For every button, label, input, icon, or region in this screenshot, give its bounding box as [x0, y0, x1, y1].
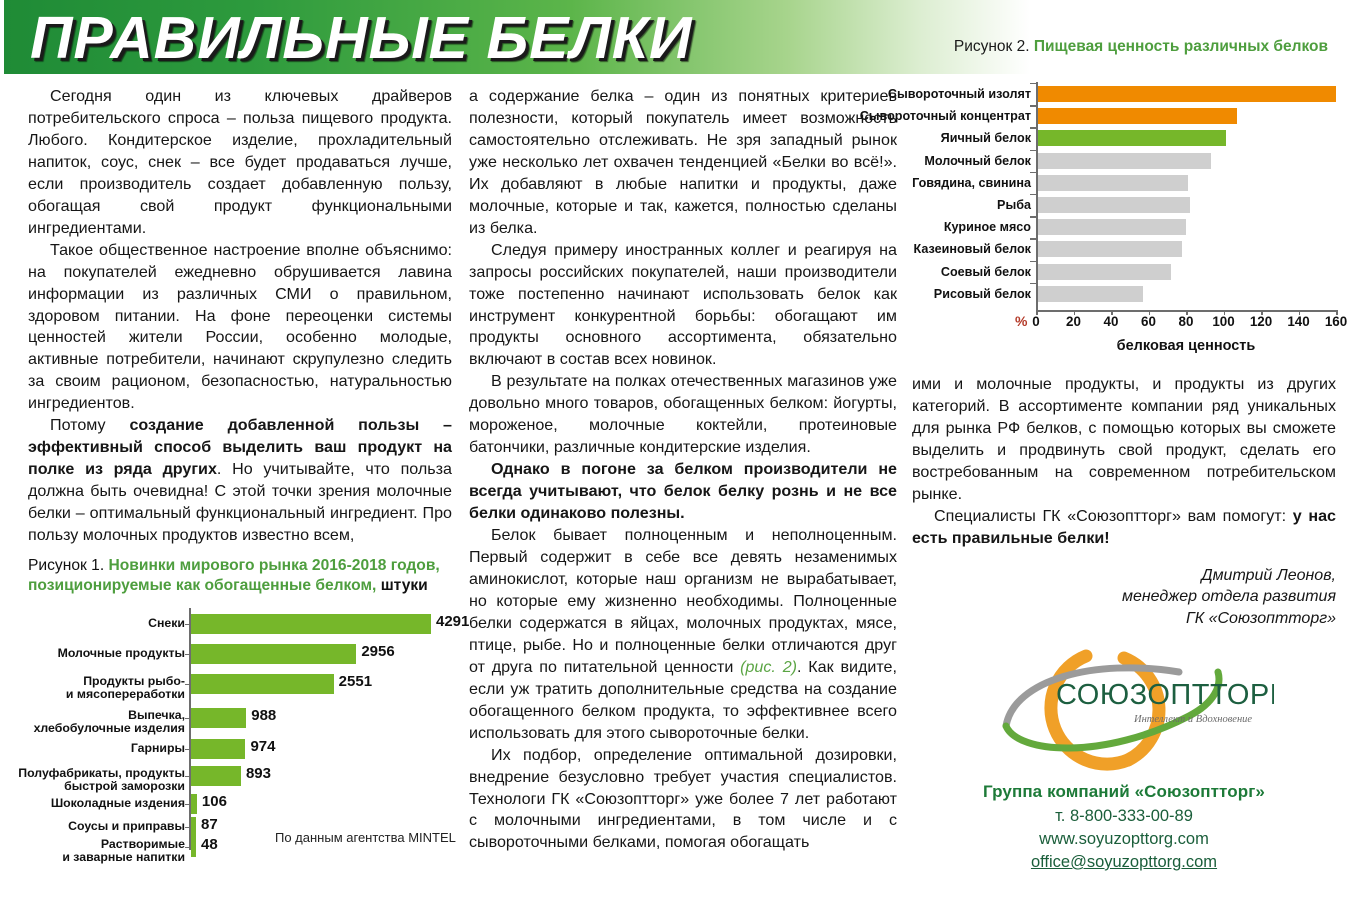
figure2-bar-row [859, 108, 1237, 124]
paragraph-part-a: Белок бывает полноценным и неполноценным. Первый содержит в себе все девять незаменимых аминокислот, которые наш организм не вырабатывает, но которые ему жизненно необходимы. Полноценные белки содержатся в яйцах, молочных продуктах, мясе, птице, рыбе. Но и полноценные белки отличаются друг от друга по питательной ценности [469, 526, 897, 676]
figure1-bar-row [50, 792, 227, 814]
figure1-bar-row [18, 764, 271, 793]
figure1-category-label: Шоколадные издения [50, 795, 185, 810]
figure1-category-label: Выпечка, хлебобулочные изделия [33, 707, 185, 735]
figure1-source: По данным агентства MINTEL [275, 829, 456, 845]
paragraph-lead: Специалисты ГК «Союзоптторг» вам помогут: [934, 506, 1293, 525]
figure2-axis-tick [1030, 194, 1037, 196]
figure1-bar-value: 893 [245, 764, 271, 782]
figure2-axis-tick [1030, 283, 1037, 285]
figure2-category-label: Куриное мясо [943, 220, 1031, 235]
figure2-category-label: Казеиновый белок [913, 242, 1031, 257]
figure2-bar [1038, 219, 1186, 235]
figure1-bar [191, 794, 197, 814]
figure1-category-label: Гарниры [130, 740, 185, 755]
figure1-bar-value: 106 [201, 792, 227, 810]
paragraph: Сегодня один из ключевых драйверов потребительского спроса – польза пищевого продукта. Любого. Кондитерское изделие, прохладительный напиток, соус, снек – все будет продаваться лучше, если производитель создает добавленную пользу, обогащая свой продукт функциональными ингредиентами. [28, 87, 452, 237]
logo-tagline: Интеллект и Вдохновение [1134, 714, 1253, 725]
figure2-category-label: Сывороточный концентрат [859, 109, 1031, 124]
figure1-caption [28, 556, 462, 596]
figure1-bar [191, 817, 196, 837]
figure2-x-tick-label: 0 [1032, 314, 1040, 329]
author-name: Дмитрий Леонов, [1201, 567, 1336, 584]
figure2-bar [1038, 153, 1211, 169]
contact-website[interactable]: www.soyuzopttorg.com [1039, 830, 1209, 848]
figure2-bar [1038, 264, 1171, 280]
figure2-axis-tick [1030, 127, 1037, 129]
figure1-category-label: Растворимые и заварные напитки [62, 836, 185, 864]
figure1-category-label: Молочные продукты [57, 645, 185, 660]
paragraph-part-b: . Как видите, если уж тратить дополнительные средства на создание обогащенного белком продукта, то эффективнее всего использовать для этого сывороточные белки. [469, 657, 897, 742]
figure2-x-tick-label: 100 [1212, 314, 1235, 329]
figure2-plot [859, 82, 1348, 360]
paragraph: Их подбор, определение оптимальной дозировки, внедрение безусловно требует участия специалистов. Технологи ГК «Союзоптторг» уже более 7 лет работают с молочными ингредиентами, в том числе и с сывороточными белками, помогая обогащать [469, 745, 897, 852]
figure2-category-label: Рисовый белок [933, 286, 1031, 301]
figure2-axis-tick [1030, 150, 1037, 152]
figure2-x-tick-label: 20 [1066, 314, 1081, 329]
figure2-bar [1038, 175, 1188, 191]
paragraph-bold [469, 459, 897, 525]
figure2-x-tick-label: 140 [1287, 314, 1310, 329]
figure1-bar-value: 2551 [338, 672, 373, 690]
figure2-bar-row [943, 219, 1186, 235]
figure1-bar-row [62, 835, 218, 864]
figure2-bar-row [913, 241, 1182, 257]
article-column-1 [28, 86, 452, 547]
company-block [912, 642, 1336, 872]
paragraph-closing [912, 506, 1336, 550]
article-column-3 [912, 374, 1336, 550]
figure1-bar [191, 644, 356, 664]
figure1-bar-row [68, 815, 218, 837]
figure2-bar-row [887, 86, 1336, 102]
figure1-caption-unit: штуки [380, 576, 428, 594]
contact-email[interactable]: office@soyuzopttorg.com [1030, 853, 1218, 871]
paragraph: Следуя примеру иностранных коллег и реагируя на запросы российских покупателей, наши производители тоже постепенно начинают использовать белок как инструмент конкурентной борьбы: обогащают им продукты основного ассортимента, обязательно включают в состав всех новинок. [469, 240, 897, 369]
figure2-axis-tick [1030, 105, 1037, 107]
contact-company: Группа компаний «Союзоптторг» [983, 782, 1265, 801]
figure1-bar [191, 708, 246, 728]
figure2-caption-title: Пищевая ценность различных белков [1033, 38, 1328, 55]
figure2-bar-row [940, 264, 1171, 280]
figure1-bar-value: 2956 [361, 642, 395, 660]
soyuzopttorg-logo [974, 642, 1274, 778]
paragraph-bold-text: Однако в погоне за белком производители не всегда учитывают, что белок белку рознь и не все белки одинаково полезны. [469, 460, 897, 523]
figure1-bar-value: 87 [201, 815, 218, 833]
paragraph-bold: создание добавленной пользы – эффективный способ выделить ваш продукт на полке из ряда других [28, 416, 452, 479]
article-column-2 [469, 86, 897, 854]
figure2-bar-row [997, 197, 1190, 213]
paragraph-bold: у нас есть правильные белки! [912, 506, 1336, 547]
figure2-x-axis-title: белковая ценность [1116, 338, 1256, 354]
figure1-bar [191, 739, 245, 759]
figure2-category-label: Соевый белок [940, 264, 1031, 279]
figure2-bar-row [933, 286, 1143, 302]
figure2-unit-label: % [1015, 313, 1028, 329]
author-signature [912, 565, 1336, 629]
paragraph-lead: Потому [50, 416, 130, 435]
figure2-category-label: Рыба [997, 198, 1031, 212]
author-role: менеджер отдела развития [1121, 588, 1336, 606]
figure1-bar-value: 4291 [436, 612, 470, 630]
figure1-caption-prefix: Рисунок 1. [28, 557, 105, 574]
figure2-bar [1038, 130, 1226, 146]
figure1-bar-value: 974 [250, 737, 276, 755]
author-company: ГК «Союзоптторг» [1186, 609, 1336, 627]
figure2-bar-row [912, 175, 1188, 191]
figure2-bar [1038, 86, 1336, 102]
figure1-bar [191, 674, 334, 694]
paragraph: Такое общественное настроение вполне объяснимо: на покупателей ежедневно обрушивается лавина информации из различных СМИ о правильном, здоровом питании. На фоне переоценки системы ценностей жители России, особенно молодые, активные потребители, начинают скрупулезно следить за своим рационом, безопасностью, натуральностью ингредиентов. [28, 240, 452, 413]
figure2-category-label: Говядина, свинина [912, 175, 1031, 190]
page-title: ПРАВИЛЬНЫЕ БЕЛКИ [30, 5, 693, 71]
figure2-category-label: Яичный белок [940, 131, 1031, 146]
paragraph: а содержание белка – один из понятных критериев полезности, который покупатель имеет возможность самостоятельно отслеживать. Не зря западный рынок уже несколько лет охвачен тенденцией «Белки во всё!». Их добавляют в любые напитки и продукты, даже молочные, которые и так, кажется, полностью сделаны из белка. [469, 87, 897, 237]
figure1-bar-row [148, 612, 470, 634]
paragraph [469, 525, 897, 745]
figure2-bar-row [924, 153, 1211, 169]
figure-reference: (рис. 2) [740, 657, 798, 676]
figure2-axis-tick [1030, 238, 1037, 240]
figure2-bar [1038, 286, 1143, 302]
paragraph: ими и молочные продукты, и продукты из других категорий. В ассортименте компании ряд уникальных для рынка РФ белков, с помощью которых вы сможете выделить и продвинуть свой продукт, сделать его востребованным на современном потребительском рынке. [912, 375, 1336, 503]
figure1-bar-row [33, 706, 277, 735]
figure2-bar [1038, 241, 1182, 257]
figure2-x-tick-label: 40 [1103, 314, 1119, 329]
figure2-x-tick-label: 120 [1249, 314, 1273, 329]
figure2-caption [954, 38, 1328, 56]
contact-phone[interactable]: т. 8-800-333-00-89 [1055, 807, 1193, 825]
contact-info [912, 782, 1336, 872]
figure1-bar [191, 614, 431, 634]
figure2-axis-tick [1030, 83, 1037, 85]
figure1-category-label: Продукты рыбо- и мясопереработки [65, 673, 185, 701]
figure1-bar-row [130, 737, 276, 759]
figure2-bar-row [940, 130, 1226, 146]
figure2-caption-prefix: Рисунок 2. [953, 38, 1030, 55]
figure2-x-tick-label: 80 [1178, 314, 1194, 329]
figure2-axis-tick [1030, 172, 1037, 174]
figure1 [18, 556, 470, 864]
figure1-category-label: Снеки [148, 615, 185, 630]
figure1-bar-value: 48 [201, 835, 218, 853]
figure2-x-tick-label: 60 [1141, 314, 1156, 329]
figure2-axis-tick [1030, 261, 1037, 263]
paragraph: В результате на полках отечественных магазинов уже довольно много товаров, обогащенных белком: йогурты, мороженое, молочные коктейли, протеиновые батончики, различные кондитерские изделия. [469, 372, 897, 457]
figure2-x-tick-label: 160 [1324, 314, 1348, 329]
figure1-plot [18, 608, 470, 864]
figure1-category-label: Соусы и приправы [68, 818, 185, 833]
logo-icon [974, 642, 1274, 778]
figure1-bar-value: 988 [251, 706, 277, 724]
figure1-bar [191, 837, 196, 857]
figure1-category-label: Полуфабрикаты, продукты быстрой заморозки [18, 765, 185, 793]
figure2-category-label: Молочный белок [924, 153, 1031, 168]
logo-wordmark: СОЮЗОПТТОРГ [1056, 679, 1274, 711]
figure1-bar [191, 766, 241, 786]
figure2-bar [1038, 197, 1190, 213]
figure1-caption-title: Новинки мирового рынка 2016-2018 годов, позиционируемые как обогащенные белком, [28, 557, 440, 594]
figure2-category-label: Сывороточный изолят [887, 87, 1031, 101]
figure2-bar [1038, 108, 1237, 124]
paragraph-tail: . Но учитывайте, что польза должна быть очевидна! С этой точки зрения молочные белки – оптимальный функциональный ингредиент. Про пользу молочных продуктов известно всем, [28, 460, 452, 545]
figure2-axis-tick [1030, 216, 1037, 218]
figure1-bar-row [65, 672, 373, 701]
figure1-bar-row [57, 642, 395, 664]
paragraph-highlight [28, 415, 452, 547]
